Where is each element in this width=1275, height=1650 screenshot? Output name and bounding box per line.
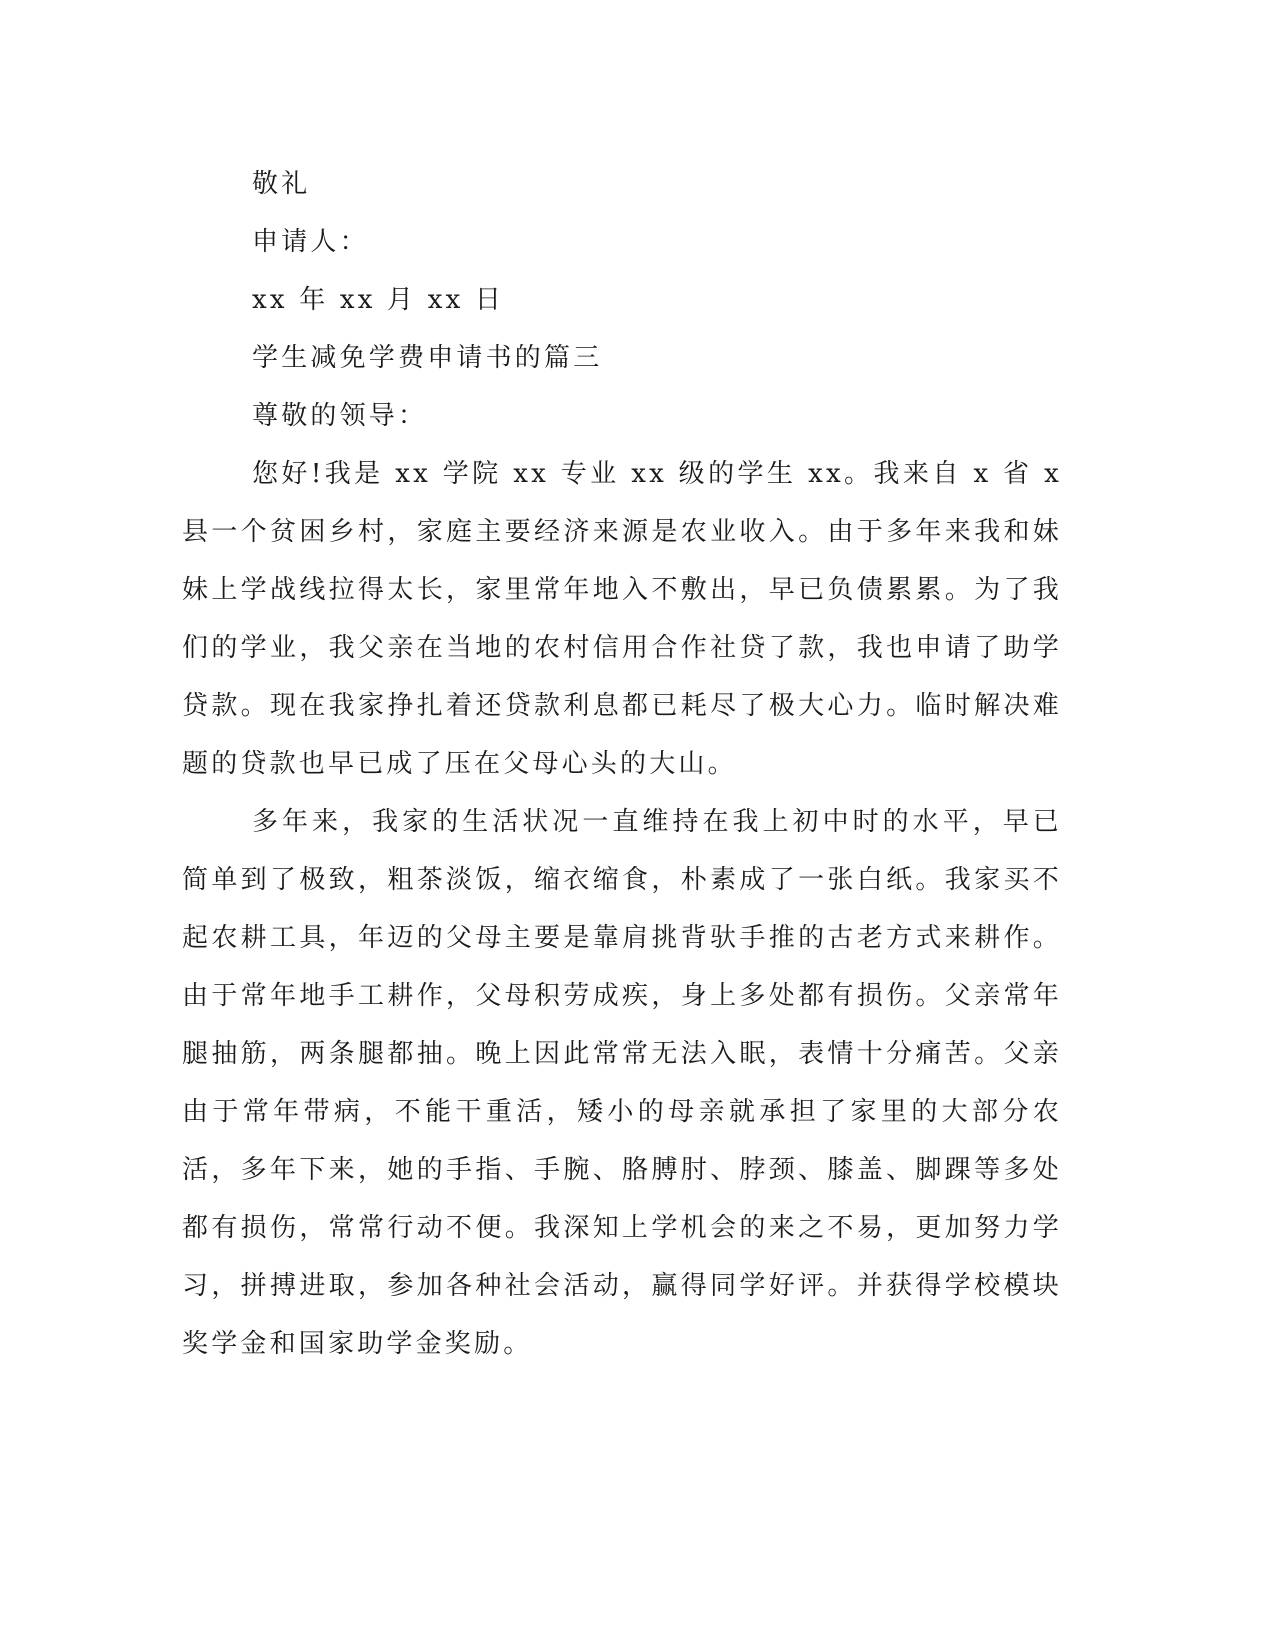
document-body [182,155,1062,1373]
applicant-label: 申请人： [252,227,369,257]
date-line: xx 年 xx 月 xx 日 [252,285,505,315]
section-title: 学生减免学费申请书的篇三 [252,343,603,373]
body-paragraph: 多年来，我家的生活状况一直维持在我上初中时的水平，早已简单到了极致，粗茶淡饭，缩衣缩食，朴素成了一张白纸。我家买不起农耕工具，年迈的父母主要是靠肩挑背驮手推的古老方式来耕作。由于常年地手工耕作，父母积劳成疾，身上多处都有损伤。父亲常年腿抽筋，两条腿都抽。晚上因此常常无法入眠，表情十分痛苦。父亲由于常年带病，不能干重活，矮小的母亲就承担了家里的大部分农活，多年下来，她的手指、手腕、胳膊肘、脖颈、膝盖、脚踝等多处都有损伤，常常行动不便。我深知上学机会的来之不易，更加努力学习，拼搏进取，参加各种社会活动，赢得同学好评。并获得学校模块奖学金和国家助学金奖励。 [182,807,1062,1359]
body-paragraph: 您好!我是 xx 学院 xx 专业 xx 级的学生 xx。我来自 x 省 x 县一个贫困乡村，家庭主要经济来源是农业收入。由于多年来我和妹妹上学战线拉得太长，家里常年地入不敷出，早已负债累累。为了我们的学业，我父亲在当地的农村信用合作社贷了款，我也申请了助学贷款。现在我家挣扎着还贷款利息都已耗尽了极大心力。临时解决难题的贷款也早已成了压在父母心头的大山。 [182,459,1062,779]
closing-text: 敬礼 [252,169,311,199]
salutation: 尊敬的领导： [252,401,428,431]
